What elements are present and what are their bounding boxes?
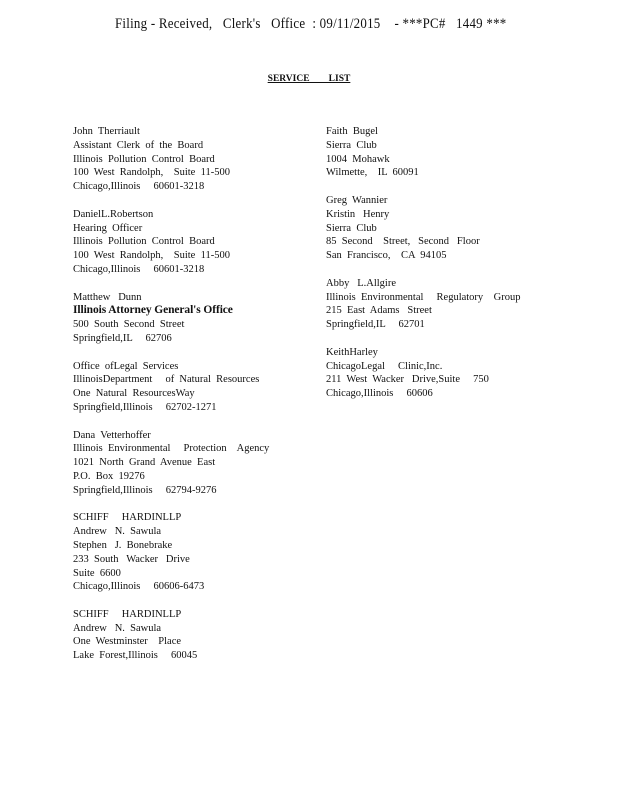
entry-line: Illinois Pollution Control Board [73, 236, 215, 248]
entry-line: 100 West Randolph, Suite 11-500 [73, 250, 230, 262]
entry-line: Illinois Environmental Protection Agency [73, 443, 270, 455]
entry-line: Andrew N. Sawula [73, 526, 162, 538]
page-title: SERVICE LIST [267, 74, 351, 84]
entry-line: 100 West Randolph, Suite 11-500 [73, 167, 230, 179]
entry-name: DanielL.Robertson [73, 208, 154, 220]
entry-line: Lake Forest,Illinois 60045 [73, 650, 198, 662]
entry-line: 1004 Mohawk [326, 153, 390, 165]
entry-line: 211 West Wacker Drive,Suite 750 [326, 374, 489, 386]
entry-line: San Francisco, CA 94105 [326, 250, 447, 262]
entry-line: Andrew N. Sawula [73, 622, 162, 634]
entry-line: Sierra Club [326, 139, 377, 151]
entry-name: Matthew Dunn [73, 291, 142, 303]
entry-line: Chicago,Illinois 60606 [326, 388, 433, 400]
entry-line: Chicago,Illinois 60601-3218 [73, 181, 205, 193]
service-list-left-column [73, 125, 323, 677]
service-list-entry [73, 125, 323, 194]
entry-name: SCHIFF HARDINLLP [73, 608, 182, 620]
entry-line: Wilmette, IL 60091 [326, 167, 419, 179]
entry-line: One Natural ResourcesWay [73, 388, 195, 400]
service-list-entry [73, 360, 323, 415]
service-list-entry [73, 291, 323, 346]
filing-header: Filing - Received, Clerk's Office : 09/11/2015 - ***PC# 1449 *** [114, 16, 507, 32]
entry-line: Stephen J. Bonebrake [73, 539, 173, 551]
entry-line: Chicago,Illinois 60601-3218 [73, 263, 205, 275]
entry-line: P.O. Box 19276 [73, 470, 145, 482]
entry-name: Dana Vetterhoffer [73, 429, 151, 441]
entry-line: Hearing Officer [73, 222, 143, 234]
entry-name: SCHIFF HARDINLLP [73, 512, 182, 524]
entry-line: 85 Second Street, Second Floor [326, 236, 480, 248]
entry-name: KeithHarley [326, 346, 378, 358]
service-list-entry [326, 277, 596, 332]
entry-line: Sierra Club [326, 222, 377, 234]
service-list-entry [326, 346, 596, 401]
entry-line: Chicago,Illinois 60606-6473 [73, 581, 205, 593]
entry-line: IllinoisDepartment of Natural Resources [73, 374, 260, 386]
entry-name: Office ofLegal Services [73, 360, 179, 372]
entry-line: Kristin Henry [326, 208, 390, 220]
entry-line: 1021 North Grand Avenue East [73, 457, 216, 469]
entry-name: Abby L.Allgire [326, 277, 396, 289]
service-list-entry [73, 511, 323, 594]
entry-line: Illinois Environmental Regulatory Group [326, 291, 521, 303]
service-list-entry [73, 608, 323, 663]
service-list-entry [73, 429, 323, 498]
entry-name: Faith Bugel [326, 126, 378, 137]
entry-line: One Westminster Place [73, 636, 182, 648]
entry-line: Springfield,Illinois 62794-9276 [73, 484, 217, 496]
entry-line: Illinois Pollution Control Board [73, 153, 215, 165]
entry-name: John Therriault [73, 126, 140, 137]
entry-line: Springfield,IL 62701 [326, 319, 425, 331]
service-list-entry [326, 194, 596, 263]
entry-line: ChicagoLegal Clinic,Inc. [326, 360, 443, 372]
entry-line: Springfield,IL 62706 [73, 332, 172, 344]
service-list-right-column [326, 125, 596, 415]
entry-line: Assistant Clerk of the Board [73, 139, 204, 151]
entry-line: 500 South Second Street [73, 319, 185, 331]
entry-line: Springfield,Illinois 62702-1271 [73, 401, 217, 413]
entry-line: Illinois Attorney General's Office [73, 304, 233, 317]
entry-line: Suite 6600 [73, 567, 121, 579]
entry-line: 215 East Adams Street [326, 305, 432, 317]
service-list-entry [73, 208, 323, 277]
entry-name: Greg Wannier [326, 194, 388, 206]
service-list-entry [326, 125, 596, 180]
entry-line: 233 South Wacker Drive [73, 553, 190, 565]
